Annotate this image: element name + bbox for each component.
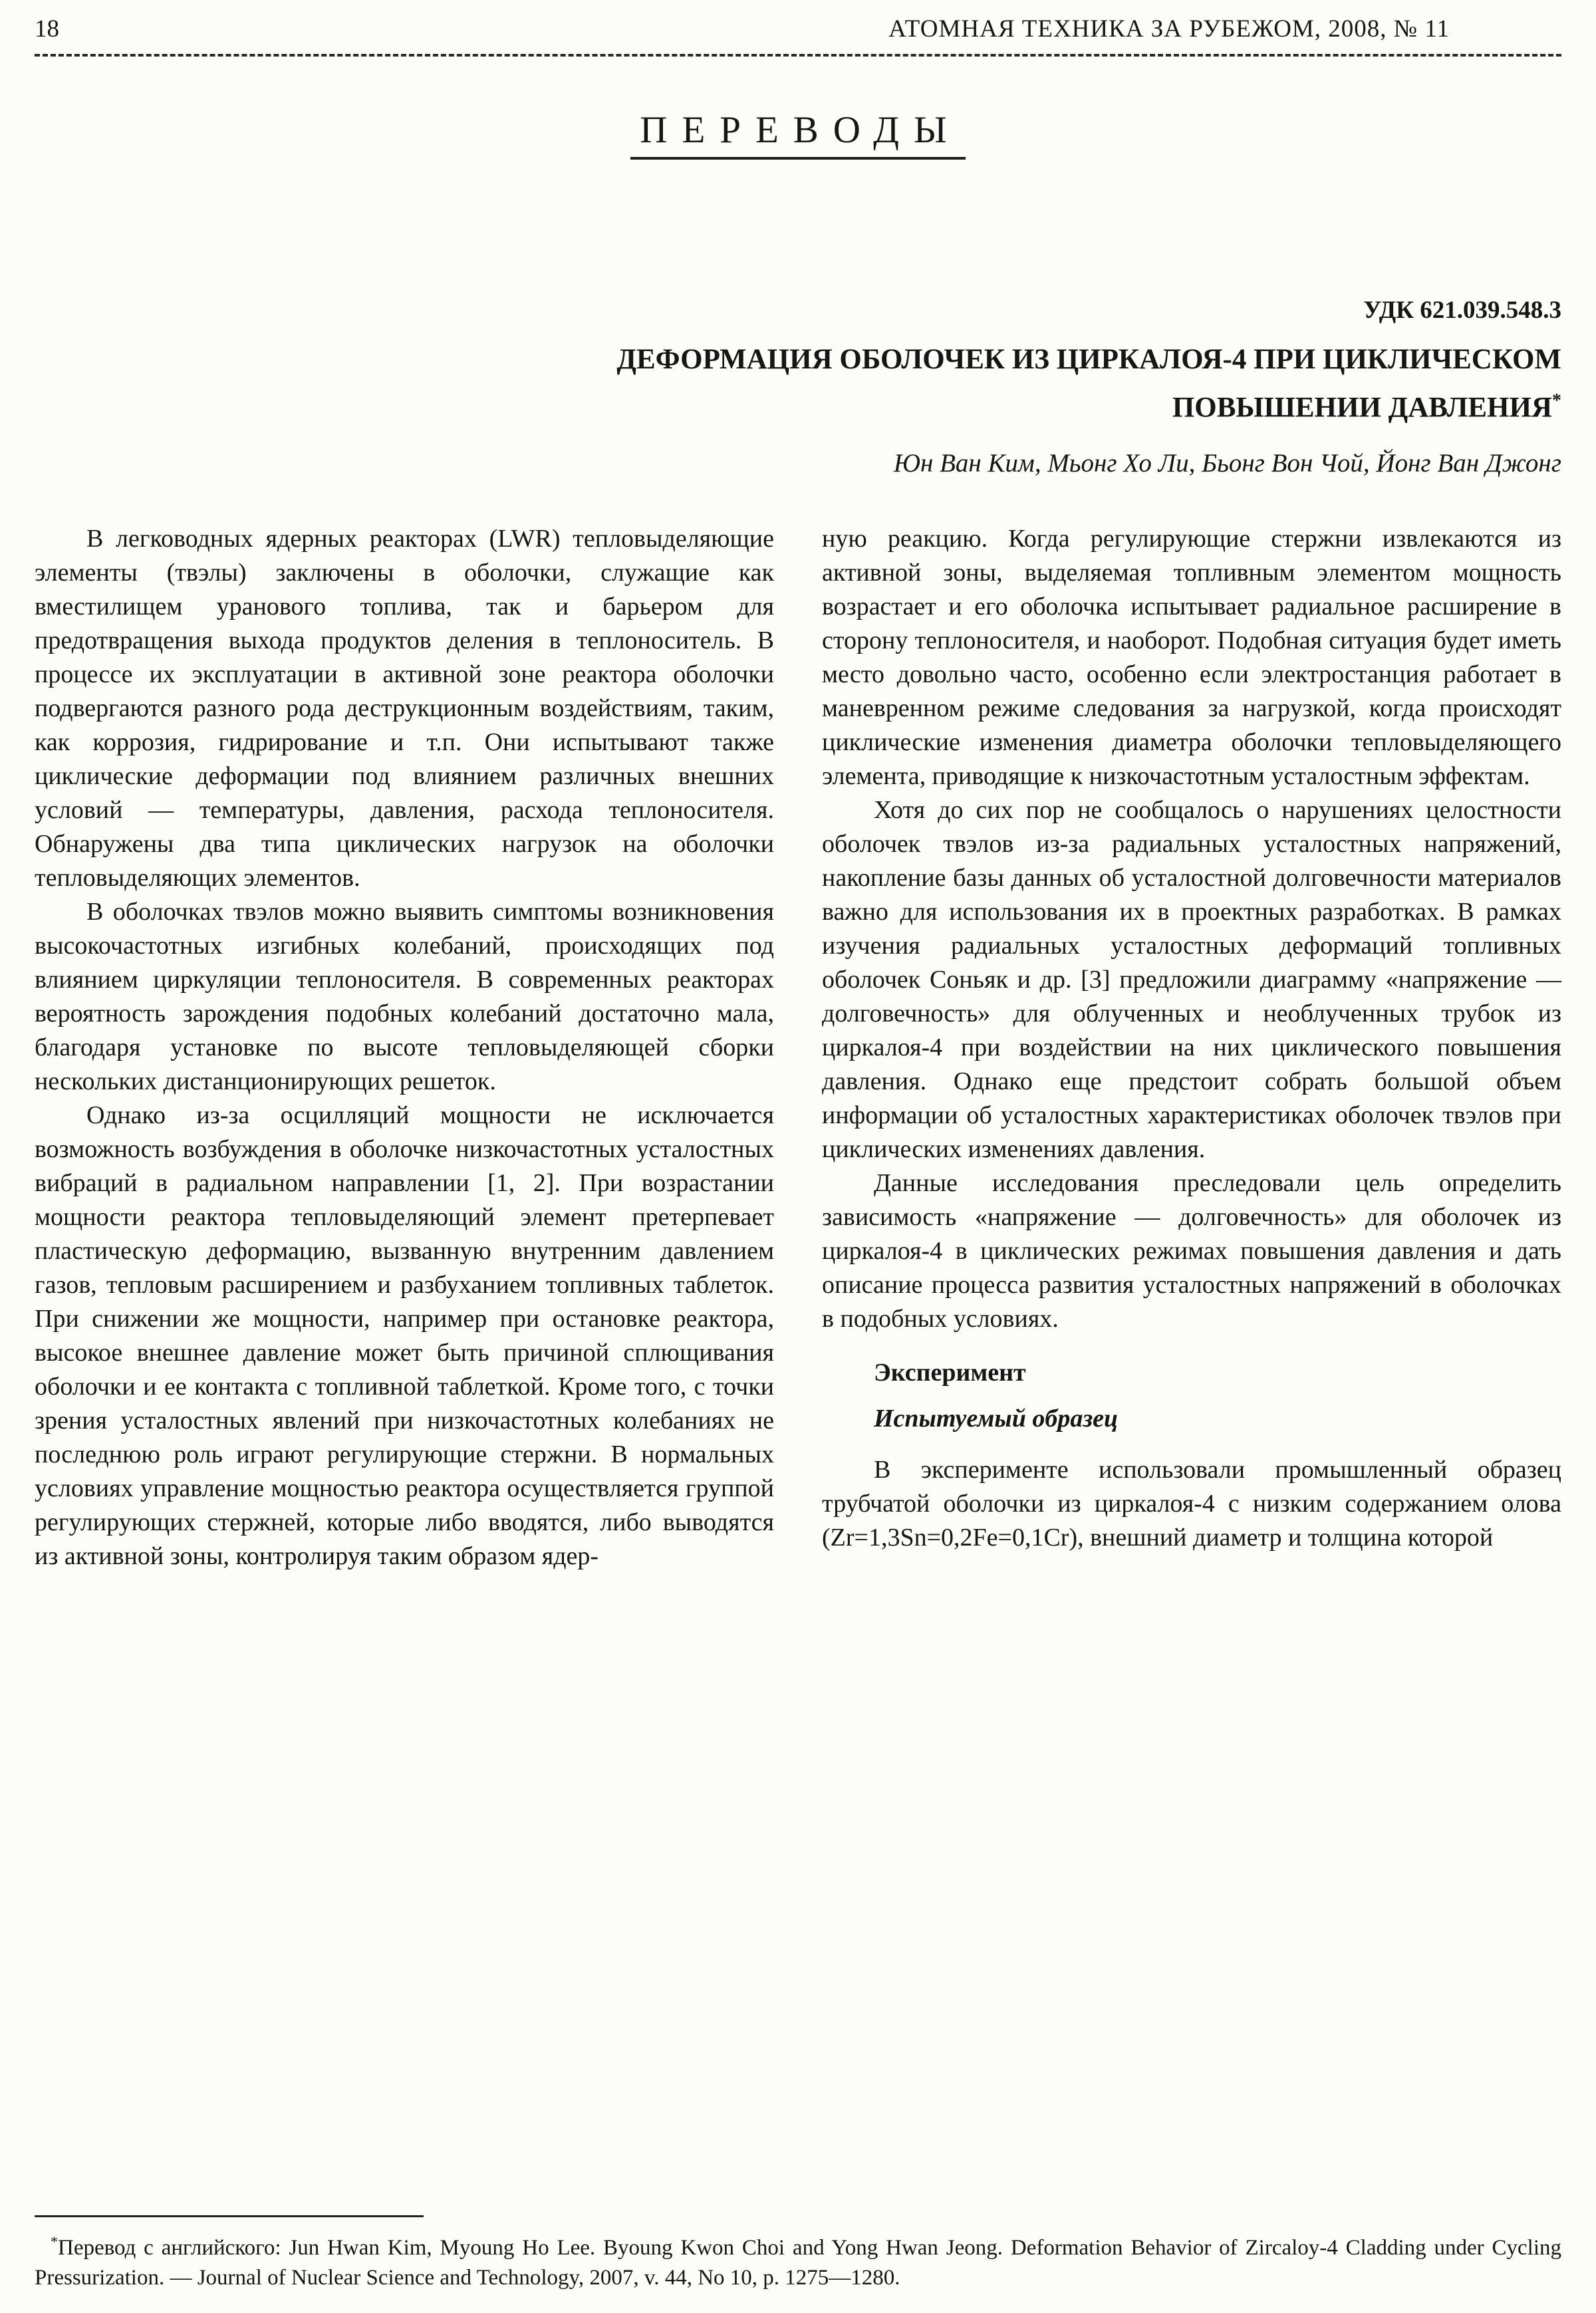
paragraph: В легководных ядерных реакторах (LWR) тепловыделяющие элементы (твэлы) заключены в оболочки, служащие как вместилищем уранового топлива, так и барьером для предотвращения выхода продуктов деления в теплоноситель. В процессе их эксплуатации в активной зоне реактора оболочки подвергаются разного рода деструкционным воздействиям, таким, как коррозия, гидрирование и т.п. Они испытывают также циклические деформации под влиянием различных внешних условий — температуры, давления, расхода теплоносителя. Обнаружены два типа циклических нагрузок на оболочки тепловыделяющих элементов. (35, 525, 774, 892)
section-banner: ПЕРЕВОДЫ (630, 108, 965, 160)
header-rule (35, 54, 1561, 57)
footnote-rule (35, 2215, 424, 2217)
left-column (35, 522, 774, 1573)
footnote-block (35, 2215, 1561, 2293)
authors-line: Юн Ван Ким, Мьонг Хо Ли, Бьонг Вон Чой, Йонг Ван Джонг (893, 449, 1561, 478)
page-header (35, 15, 1561, 43)
footnote-text: Перевод с английского: Jun Hwan Kim, Myoung Ho Lee. Byoung Kwon Choi and Yong Hwan Jeong. Deformation Behavior of Zircaloy-4 Cladding under Cycling Pressurization. — Journal of Nuclear Science and Technology, 2007, v. 44, No 10, p. 1275—1280. (35, 2236, 1561, 2290)
paragraph: Данные исследования преследовали цель определить зависимость «напряжение — долговечность» для оболочек из циркалоя-4 в циклических режимах повышения давления и дать описание процесса развития усталостных напряжений в оболочках в подобных условиях. (822, 1169, 1561, 1333)
paragraph: Хотя до сих пор не сообщалось о нарушениях целостности оболочек твэлов из-за радиальных усталостных напряжений, накопление базы данных об усталостной долговечности материалов важно для использования их в проектных разработках. В рамках изучения радиальных усталостных деформаций топливных оболочек Соньяк и др. [3] предложили диаграмму «напряжение — долговечность» для облученных и необлученных трубок из циркалоя-4 при воздействии на них циклического повышения давления. Однако еще предстоит собрать большой объем информации об усталостных характеристиках оболочек твэлов при циклических изменениях давления. (822, 796, 1561, 1164)
sample-heading: Испытуемый образец (874, 1405, 1119, 1433)
paragraph: ную реакцию. Когда регулирующие стержни извлекаются из активной зоны, выделяемая топливным элементом мощность возрастает и его оболочка испытывает радиальное расширение в сторону теплоносителя, и наоборот. Подобная ситуация будет иметь место довольно часто, особенно если электростанция работает в маневренном режиме следования за нагрузкой, когда происходят циклические изменения диаметра оболочки тепловыделяющего элемента, приводящие к низкочастотным усталостным эффектам. (822, 525, 1561, 791)
journal-title: АТОМНАЯ ТЕХНИКА ЗА РУБЕЖОМ, 2008, № 11 (888, 15, 1450, 43)
footnote-mark: * (51, 2233, 58, 2250)
footnote (35, 2227, 1561, 2293)
page-number: 18 (35, 15, 59, 43)
paragraph: Однако из-за осцилляций мощности не исключается возможность возбуждения в оболочке низкочастотных усталостных вибраций в радиальном направлении [1, 2]. При возрастании мощности реактора тепловыделяющий элемент претерпевает пластическую деформацию, вызванную внутренним давлением газов, тепловым расширением и разбуханием топливных таблеток. При снижении же мощности, например при остановке реактора, высокое внешнее давление может быть причиной сплющивания оболочки и ее контакта с топливной таблеткой. Кроме того, с точки зрения усталостных явлений при низкочастотных колебаниях не последнюю роль играют регулирующие стержни. В нормальных условиях управление мощностью реактора осуществляется группой регулирующих стержней, которые либо вводятся, либо выводятся из активной зоны, контролируя таким образом ядер- (35, 1101, 774, 1571)
article-title (35, 339, 1561, 428)
right-column (822, 522, 1561, 1573)
section-banner-wrap (35, 108, 1561, 160)
title-footnote-mark: * (1552, 390, 1561, 411)
article-title-line-1: ДЕФОРМАЦИЯ ОБОЛОЧЕК ИЗ ЦИРКАЛОЯ-4 ПРИ ЦИКЛИЧЕСКОМ (616, 344, 1561, 375)
udc-code: УДК 621.039.548.3 (1363, 297, 1561, 324)
article-body (35, 522, 1561, 1573)
article-title-line-2: ПОВЫШЕНИИ ДАВЛЕНИЯ* (1172, 390, 1561, 424)
experiment-heading: Эксперимент (874, 1359, 1026, 1387)
paragraph: В оболочках твэлов можно выявить симптомы возникновения высокочастотных изгибных колебаний, происходящих под влиянием циркуляции теплоносителя. В современных реакторах вероятность зарождения подобных колебаний достаточно мала, благодаря установке по высоте тепловыделяющей сборки нескольких дистанционирующих решеток. (35, 898, 774, 1096)
paragraph: В эксперименте использовали промышленный образец трубчатой оболочки из циркалоя-4 с низким содержанием олова (Zr=1,3Sn=0,2Fe=0,1Cr), внешний диаметр и толщина которой (822, 1456, 1561, 1552)
